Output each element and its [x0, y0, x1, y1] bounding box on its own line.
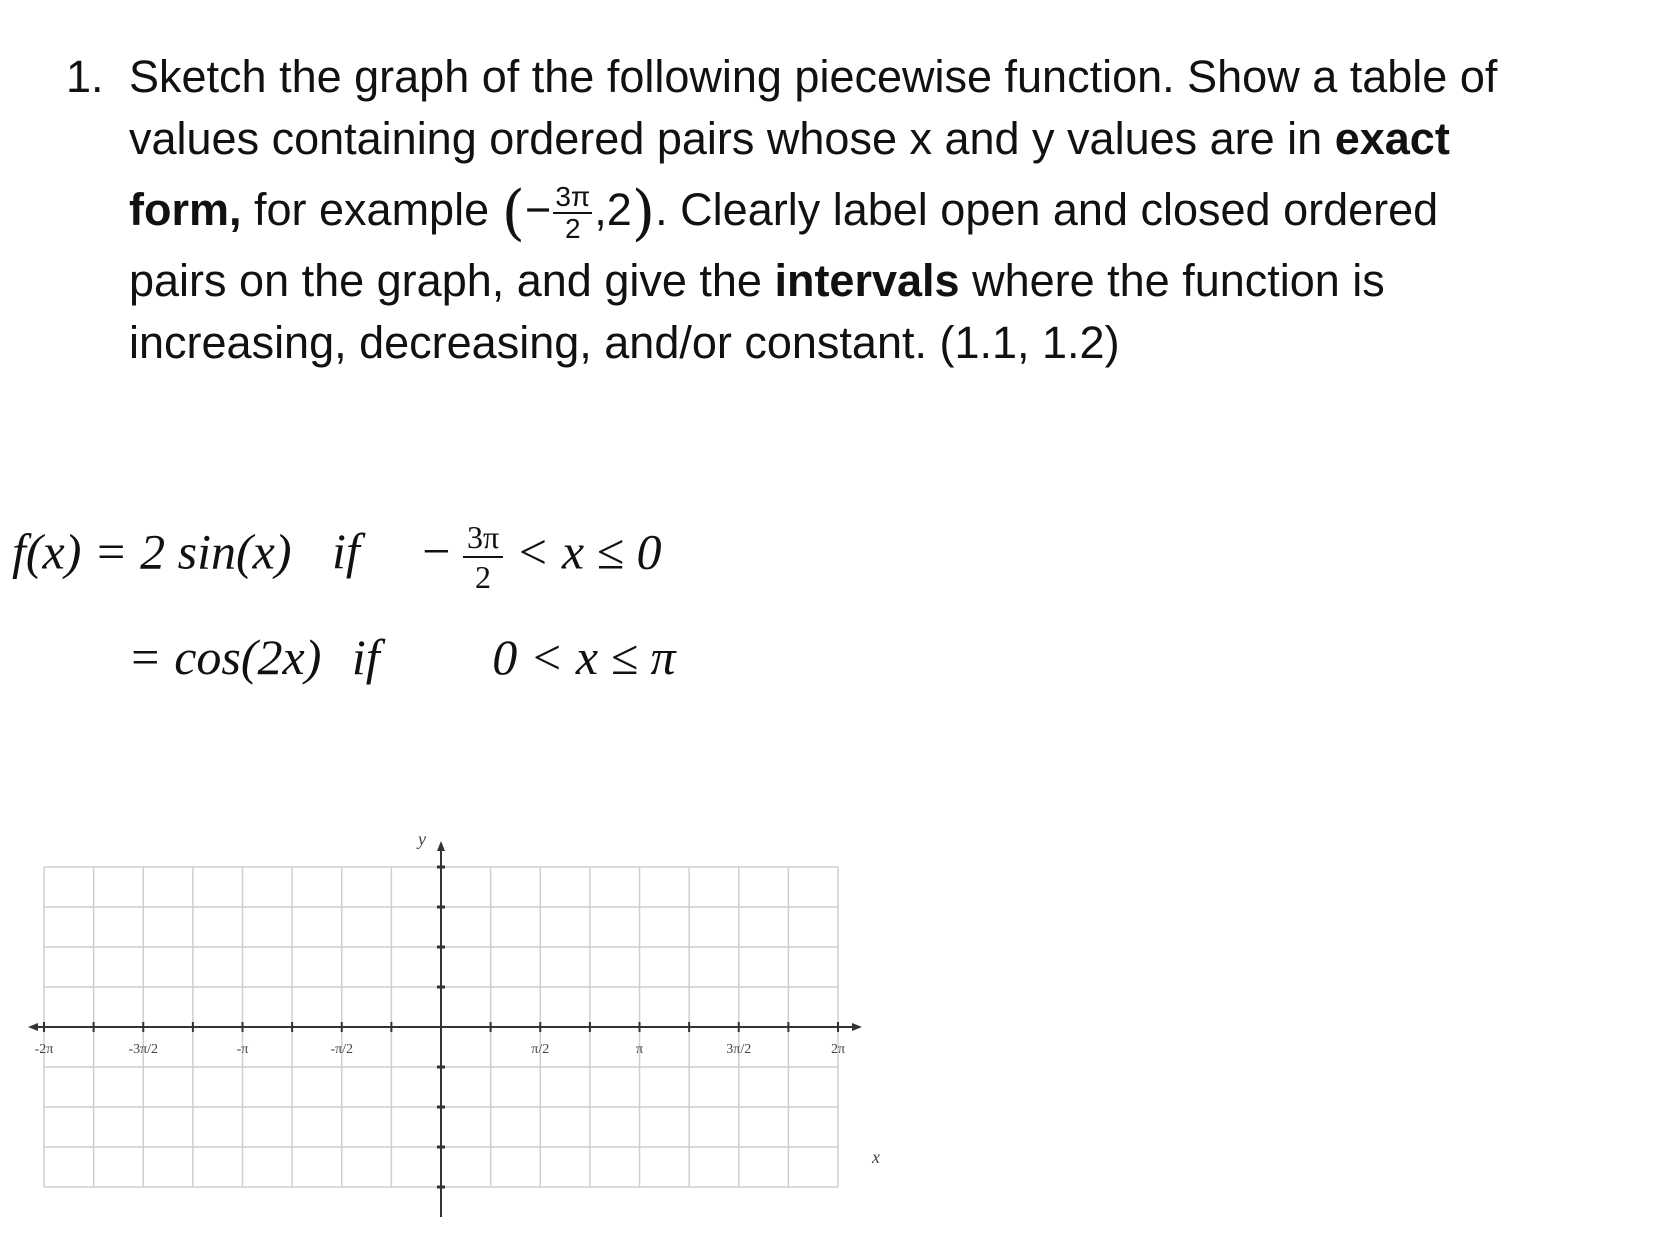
x-tick-label: -π/2	[330, 1042, 354, 1057]
bold-text: exact	[1334, 113, 1450, 164]
if-label: if	[331, 523, 360, 580]
minus: −	[422, 523, 451, 580]
question-line	[129, 250, 1666, 312]
y-axis-arrow-icon	[437, 841, 445, 851]
example-y: ,2	[594, 184, 632, 235]
question-line	[129, 170, 1666, 250]
numerator: 3π	[463, 518, 503, 558]
text: where the function is	[959, 255, 1385, 306]
x-tick-label: 2π	[830, 1042, 846, 1057]
text: for example	[241, 184, 502, 235]
question-text	[129, 46, 1666, 374]
denominator: 2	[475, 559, 492, 595]
axes	[28, 841, 862, 1217]
x-tick-label: 3π/2	[726, 1042, 752, 1057]
text: values containing ordered pairs whose x and y values are in	[129, 113, 1335, 164]
piece-2-expression: = cos(2x)	[128, 629, 322, 685]
piece-2-condition: 0 < x ≤ π	[492, 629, 676, 685]
minus: −	[525, 184, 552, 235]
piece-1-condition: < x ≤ 0	[515, 523, 662, 580]
paren: )	[631, 178, 656, 249]
text: . Clearly label open and closed ordered	[655, 184, 1439, 235]
x-tick-label: π/2	[531, 1042, 550, 1057]
question-number: 1.	[66, 51, 104, 102]
bold-text: intervals	[774, 255, 960, 306]
piece-1	[12, 518, 662, 596]
x-axis-label: x	[872, 1147, 880, 1167]
x-axis-arrow-icon	[28, 1023, 38, 1031]
y-axis-label: y	[418, 829, 426, 849]
example-fraction	[553, 182, 592, 244]
numerator: 3π	[555, 181, 591, 213]
piece-2	[128, 628, 676, 686]
if-label: if	[351, 629, 380, 685]
x-tick-label: -π	[236, 1042, 249, 1057]
question-line: increasing, decreasing, and/or constant. (1.1, 1.2)	[129, 317, 1120, 368]
question-line: Sketch the graph of the following piecewise function. Show a table of	[129, 51, 1498, 102]
text: pairs on the graph, and give the	[129, 255, 775, 306]
x-tick-label: -2π	[34, 1042, 54, 1057]
bold-text: form,	[129, 184, 242, 235]
question-1	[66, 46, 1666, 374]
x-axis-arrow-icon	[852, 1023, 862, 1031]
coordinate-grid	[0, 800, 900, 1220]
x-tick-labels	[35, 1042, 845, 1057]
denominator: 2	[564, 213, 581, 245]
paren: (	[501, 178, 526, 249]
question-line	[129, 108, 1666, 170]
fraction	[463, 518, 503, 596]
piece-1-expression: f(x) = 2 sin(x)	[12, 523, 292, 580]
x-tick-label: -3π/2	[128, 1042, 159, 1057]
x-tick-label: π	[635, 1042, 644, 1057]
